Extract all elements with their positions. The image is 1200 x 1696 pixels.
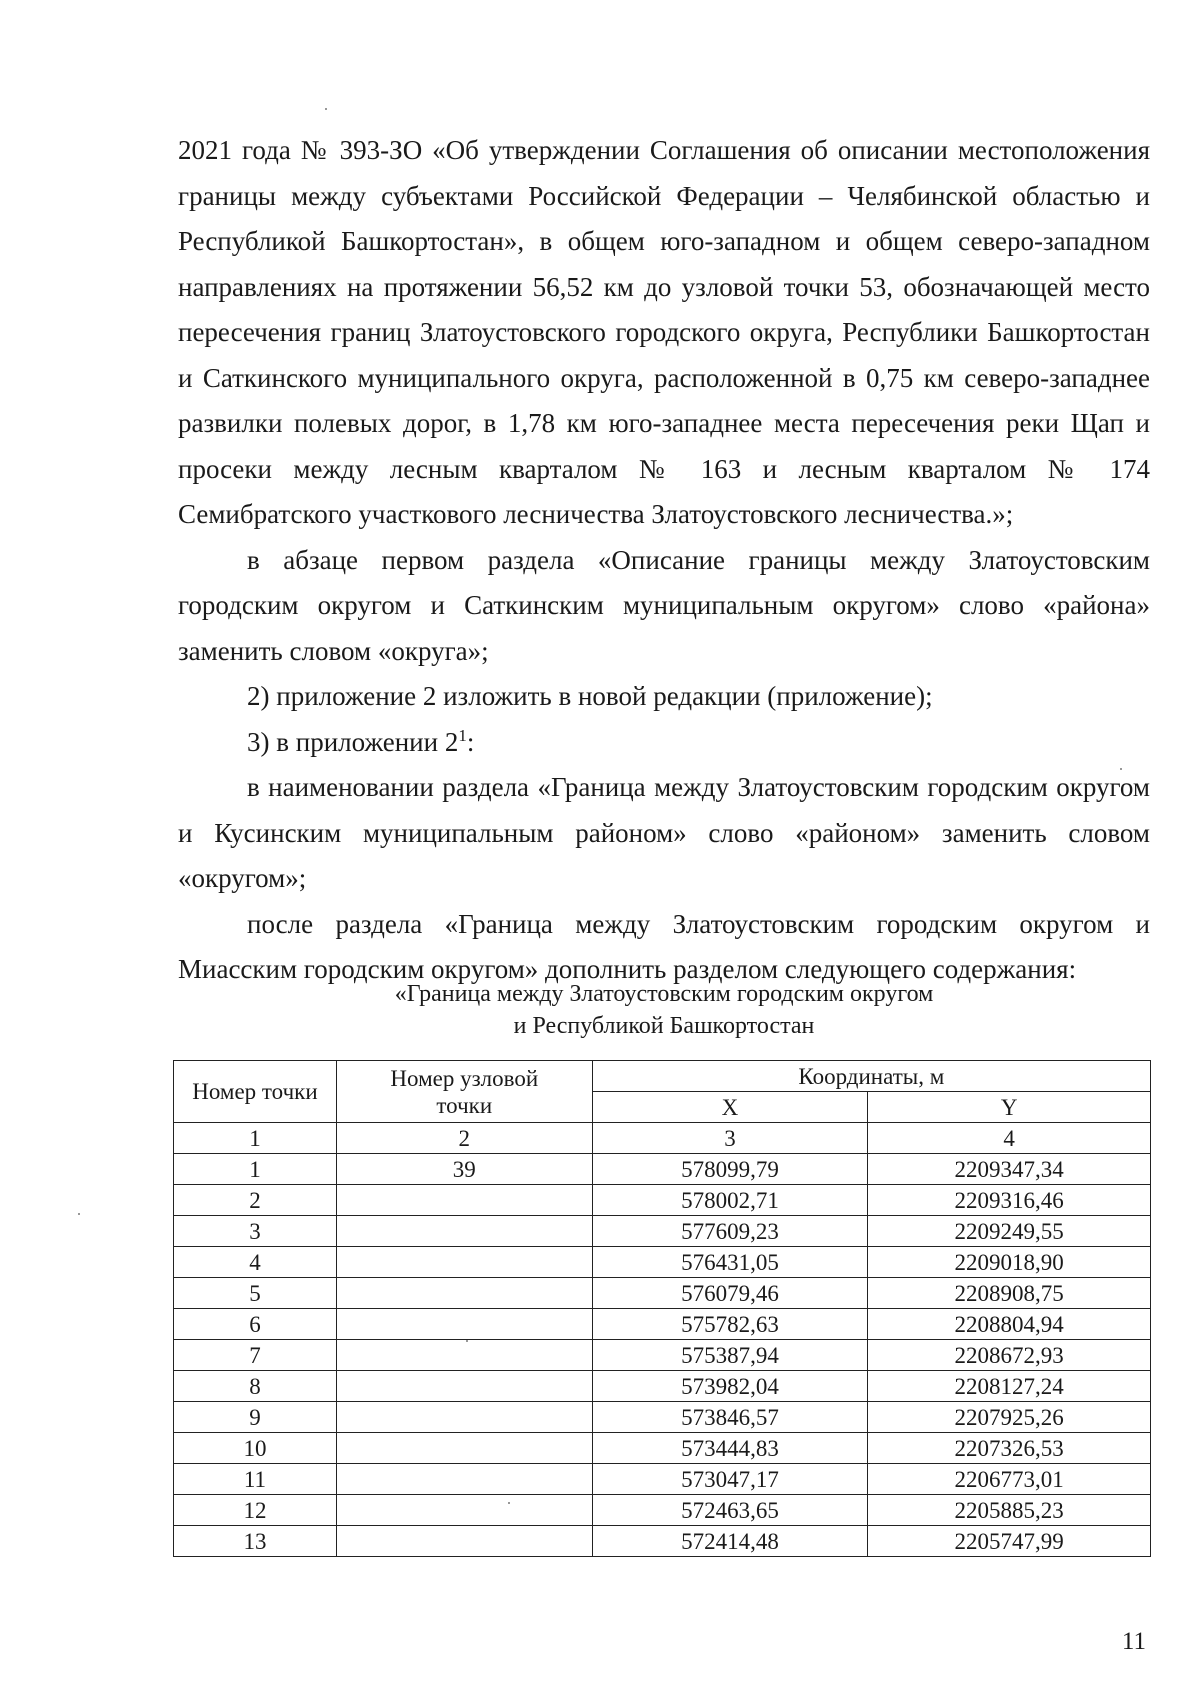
table-title <box>178 978 1150 1042</box>
cell-node: 39 <box>336 1154 592 1185</box>
column-number: 1 <box>174 1123 337 1154</box>
table-row <box>174 1185 1151 1216</box>
cell-y: 2207326,53 <box>868 1433 1151 1464</box>
paragraph-item-3-suffix: : <box>466 726 475 757</box>
paragraph-section-rename: в наименовании раздела «Граница между Златоустовским городским округом и Кусинским муниципальным районом» слово «районом» заменить словом «округом»; <box>178 772 1150 893</box>
paragraph-abzac-amendment: в абзаце первом раздела «Описание границы между Златоустовским городским округом и Саткинским муниципальным округом» слово «района» заменить словом «округа»; <box>178 544 1150 666</box>
paragraph-section-add: после раздела «Граница между Златоустовским городским округом и Миасским городским округом» дополнить разделом следующего содержания: <box>178 908 1150 984</box>
cell-node <box>336 1433 592 1464</box>
table-row <box>174 1216 1151 1247</box>
header-node-point-number: Номер узловой точки <box>336 1061 592 1123</box>
cell-y: 2205885,23 <box>868 1495 1151 1526</box>
table-row <box>174 1526 1151 1557</box>
table-body <box>174 1154 1151 1557</box>
column-number-row <box>174 1123 1151 1154</box>
cell-point: 8 <box>174 1371 337 1402</box>
cell-x: 575782,63 <box>592 1309 868 1340</box>
header-coordinates: Координаты, м <box>592 1061 1150 1092</box>
table-row <box>174 1247 1151 1278</box>
cell-point: 7 <box>174 1340 337 1371</box>
table-row <box>174 1309 1151 1340</box>
cell-node <box>336 1464 592 1495</box>
cell-point: 5 <box>174 1278 337 1309</box>
cell-y: 2208908,75 <box>868 1278 1151 1309</box>
cell-x: 578002,71 <box>592 1185 868 1216</box>
cell-x: 572414,48 <box>592 1526 868 1557</box>
cell-point: 13 <box>174 1526 337 1557</box>
cell-x: 573047,17 <box>592 1464 868 1495</box>
table-row <box>174 1402 1151 1433</box>
table-title-line-2: и Республикой Башкортостан <box>513 1013 815 1039</box>
column-number: 4 <box>868 1123 1151 1154</box>
cell-y: 2207925,26 <box>868 1402 1151 1433</box>
table-row <box>174 1340 1151 1371</box>
cell-node <box>336 1309 592 1340</box>
cell-x: 576079,46 <box>592 1278 868 1309</box>
cell-x: 576431,05 <box>592 1247 868 1278</box>
cell-y: 2209018,90 <box>868 1247 1151 1278</box>
cell-y: 2209347,34 <box>868 1154 1151 1185</box>
scan-speck <box>78 1213 80 1215</box>
table-header-row <box>174 1061 1151 1092</box>
cell-point: 4 <box>174 1247 337 1278</box>
cell-x: 573982,04 <box>592 1371 868 1402</box>
cell-node <box>336 1340 592 1371</box>
cell-node <box>336 1185 592 1216</box>
header-y: Y <box>868 1092 1151 1123</box>
cell-point: 11 <box>174 1464 337 1495</box>
cell-y: 2209316,46 <box>868 1185 1151 1216</box>
cell-x: 572463,65 <box>592 1495 868 1526</box>
cell-y: 2206773,01 <box>868 1464 1151 1495</box>
table-row <box>174 1371 1151 1402</box>
cell-point: 10 <box>174 1433 337 1464</box>
paragraph-item-3-text: 3) в приложении 2 <box>247 726 459 757</box>
header-x: X <box>592 1092 868 1123</box>
cell-x: 575387,94 <box>592 1340 868 1371</box>
cell-x: 573846,57 <box>592 1402 868 1433</box>
cell-point: 3 <box>174 1216 337 1247</box>
table-row <box>174 1278 1151 1309</box>
body-text <box>178 128 1150 993</box>
cell-y: 2209249,55 <box>868 1216 1151 1247</box>
cell-x: 577609,23 <box>592 1216 868 1247</box>
page-number: 11 <box>1121 1628 1146 1655</box>
paragraph-continuation: 2021 года № 393-ЗО «Об утверждении Соглашения об описании местоположения границы между субъектами Российской Федерации – Челябинской областью и Республикой Башкортостан», в общем юго-западном и общем северо-западном направлениях на протяжении 56,52 км до узловой точки 53, обозначающей место пересечения границ Златоустовского городского округа, Республики Башкортостан и Саткинского муниципального округа, расположенной в 0,75 км северо-западнее развилки полевых дорог, в 1,78 км юго-западнее места пересечения реки Щап и просеки между лесным кварталом № 163 и лесным кварталом № 174 Семибратского участкового лесничества Златоустовского лесничества.»; <box>178 135 1150 529</box>
cell-x: 573444,83 <box>592 1433 868 1464</box>
column-number: 3 <box>592 1123 868 1154</box>
cell-point: 12 <box>174 1495 337 1526</box>
cell-node <box>336 1278 592 1309</box>
cell-point: 6 <box>174 1309 337 1340</box>
cell-node <box>336 1247 592 1278</box>
coordinates-table <box>173 1060 1151 1557</box>
cell-y: 2208127,24 <box>868 1371 1151 1402</box>
table-title-line-1: «Граница между Златоустовским городским округом <box>394 981 934 1007</box>
cell-point: 9 <box>174 1402 337 1433</box>
cell-node <box>336 1371 592 1402</box>
column-number: 2 <box>336 1123 592 1154</box>
table-row <box>174 1495 1151 1526</box>
header-point-number: Номер точки <box>174 1061 337 1123</box>
cell-node <box>336 1495 592 1526</box>
cell-node <box>336 1402 592 1433</box>
cell-y: 2208672,93 <box>868 1340 1151 1371</box>
scan-speck <box>325 108 327 110</box>
table-row <box>174 1433 1151 1464</box>
cell-point: 2 <box>174 1185 337 1216</box>
superscript: 1 <box>458 725 467 745</box>
cell-y: 2208804,94 <box>868 1309 1151 1340</box>
cell-node <box>336 1526 592 1557</box>
paragraph-item-2: 2) приложение 2 изложить в новой редакции (приложение); <box>247 681 933 711</box>
cell-x: 578099,79 <box>592 1154 868 1185</box>
cell-node <box>336 1216 592 1247</box>
cell-point: 1 <box>174 1154 337 1185</box>
table-row <box>174 1464 1151 1495</box>
cell-y: 2205747,99 <box>868 1526 1151 1557</box>
table-row <box>174 1154 1151 1185</box>
paragraph-item-3 <box>178 720 1150 766</box>
